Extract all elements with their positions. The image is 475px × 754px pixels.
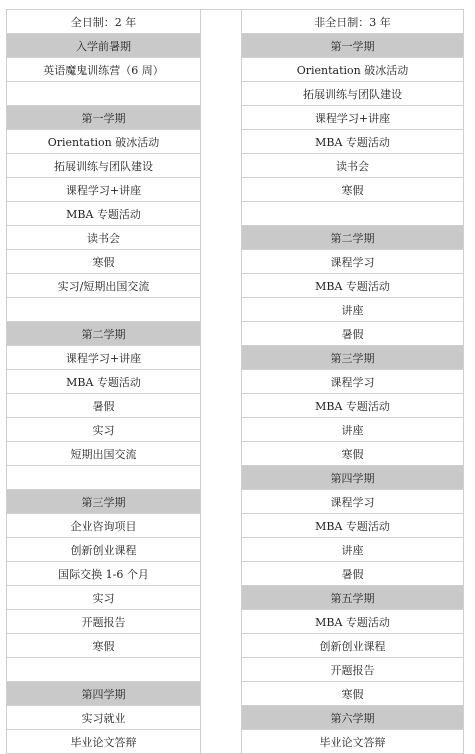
part-time-item: MBA 专题活动 <box>242 130 464 154</box>
part-time-term-header: 第五学期 <box>242 586 464 610</box>
column-gap <box>201 346 242 370</box>
table-row <box>7 658 464 682</box>
part-time-item: 寒假 <box>242 178 464 202</box>
table-row <box>7 298 464 322</box>
part-time-item: 毕业论文答辩 <box>242 730 464 754</box>
column-gap <box>201 202 242 226</box>
column-gap <box>201 442 242 466</box>
full-time-item: 暑假 <box>7 394 201 418</box>
table-row <box>7 442 464 466</box>
full-time-item: 开题报告 <box>7 610 201 634</box>
column-gap <box>201 10 242 34</box>
table-row <box>7 610 464 634</box>
table-row <box>7 34 464 58</box>
part-time-item: 寒假 <box>242 682 464 706</box>
column-gap <box>201 226 242 250</box>
full-time-column-title: 全日制：2 年 <box>7 10 201 34</box>
part-time-term-header: 第二学期 <box>242 226 464 250</box>
full-time-item: 寒假 <box>7 250 201 274</box>
column-gap <box>201 370 242 394</box>
table-row <box>7 418 464 442</box>
table-row <box>7 730 464 754</box>
part-time-item: Orientation 破冰活动 <box>242 58 464 82</box>
column-gap <box>201 82 242 106</box>
table-row <box>7 490 464 514</box>
column-gap <box>201 178 242 202</box>
table-row <box>7 226 464 250</box>
full-time-item: 实习 <box>7 586 201 610</box>
column-gap <box>201 298 242 322</box>
column-gap <box>201 682 242 706</box>
full-time-item: 创新创业课程 <box>7 538 201 562</box>
table-row <box>7 394 464 418</box>
table-row <box>7 634 464 658</box>
table-row <box>7 58 464 82</box>
column-gap <box>201 418 242 442</box>
column-gap <box>201 610 242 634</box>
column-gap <box>201 490 242 514</box>
full-time-item <box>7 466 201 490</box>
part-time-item: MBA 专题活动 <box>242 514 464 538</box>
column-gap <box>201 250 242 274</box>
part-time-item: 课程学习 <box>242 250 464 274</box>
part-time-term-header: 第四学期 <box>242 466 464 490</box>
table-row <box>7 562 464 586</box>
column-gap <box>201 730 242 754</box>
table-row <box>7 538 464 562</box>
part-time-item: 暑假 <box>242 562 464 586</box>
column-gap <box>201 658 242 682</box>
table-row <box>7 466 464 490</box>
part-time-item: MBA 专题活动 <box>242 610 464 634</box>
part-time-term-header: 第一学期 <box>242 34 464 58</box>
part-time-item: 拓展训练与团队建设 <box>242 82 464 106</box>
column-gap <box>201 274 242 298</box>
full-time-term-header: 入学前暑期 <box>7 34 201 58</box>
part-time-item: 开题报告 <box>242 658 464 682</box>
table-row <box>7 586 464 610</box>
schedule-table-body <box>7 10 464 754</box>
part-time-item: 寒假 <box>242 442 464 466</box>
full-time-item: Orientation 破冰活动 <box>7 130 201 154</box>
table-row <box>7 154 464 178</box>
table-row <box>7 250 464 274</box>
table-row <box>7 346 464 370</box>
table-row <box>7 106 464 130</box>
full-time-item <box>7 298 201 322</box>
full-time-term-header: 第四学期 <box>7 682 201 706</box>
full-time-item: 课程学习+讲座 <box>7 178 201 202</box>
column-gap <box>201 34 242 58</box>
part-time-item: 读书会 <box>242 154 464 178</box>
table-row <box>7 274 464 298</box>
full-time-item: 企业咨询项目 <box>7 514 201 538</box>
column-gap <box>201 538 242 562</box>
full-time-item: 毕业论文答辩 <box>7 730 201 754</box>
part-time-item: 暑假 <box>242 322 464 346</box>
table-row <box>7 370 464 394</box>
table-row <box>7 202 464 226</box>
part-time-item: 课程学习 <box>242 490 464 514</box>
column-gap <box>201 130 242 154</box>
table-row <box>7 130 464 154</box>
full-time-item: 课程学习+讲座 <box>7 346 201 370</box>
table-row <box>7 682 464 706</box>
column-gap <box>201 322 242 346</box>
column-gap <box>201 58 242 82</box>
full-time-term-header: 第一学期 <box>7 106 201 130</box>
part-time-item <box>242 202 464 226</box>
part-time-term-header: 第三学期 <box>242 346 464 370</box>
part-time-column-title: 非全日制：3 年 <box>242 10 464 34</box>
full-time-item: 短期出国交流 <box>7 442 201 466</box>
column-gap <box>201 514 242 538</box>
table-row <box>7 82 464 106</box>
part-time-item: 讲座 <box>242 298 464 322</box>
table-row <box>7 706 464 730</box>
part-time-item: 讲座 <box>242 538 464 562</box>
part-time-item: 创新创业课程 <box>242 634 464 658</box>
part-time-item: 课程学习 <box>242 370 464 394</box>
full-time-item: MBA 专题活动 <box>7 370 201 394</box>
full-time-item <box>7 658 201 682</box>
full-time-item: MBA 专题活动 <box>7 202 201 226</box>
full-time-item: 国际交换 1-6 个月 <box>7 562 201 586</box>
full-time-term-header: 第二学期 <box>7 322 201 346</box>
table-row <box>7 178 464 202</box>
part-time-item: MBA 专题活动 <box>242 394 464 418</box>
column-gap <box>201 466 242 490</box>
part-time-term-header: 第六学期 <box>242 706 464 730</box>
full-time-item: 实习/短期出国交流 <box>7 274 201 298</box>
part-time-item: 课程学习+讲座 <box>242 106 464 130</box>
table-row <box>7 514 464 538</box>
column-gap <box>201 634 242 658</box>
full-time-item: 读书会 <box>7 226 201 250</box>
full-time-item: 实习 <box>7 418 201 442</box>
column-gap <box>201 394 242 418</box>
part-time-item: MBA 专题活动 <box>242 274 464 298</box>
full-time-item: 实习就业 <box>7 706 201 730</box>
table-header-row <box>7 10 464 34</box>
full-time-item: 寒假 <box>7 634 201 658</box>
program-schedule-table <box>6 9 464 754</box>
column-gap <box>201 562 242 586</box>
column-gap <box>201 706 242 730</box>
table-row <box>7 322 464 346</box>
column-gap <box>201 154 242 178</box>
column-gap <box>201 586 242 610</box>
full-time-item: 拓展训练与团队建设 <box>7 154 201 178</box>
part-time-item: 讲座 <box>242 418 464 442</box>
column-gap <box>201 106 242 130</box>
full-time-item <box>7 82 201 106</box>
full-time-term-header: 第三学期 <box>7 490 201 514</box>
full-time-item: 英语魔鬼训练营（6 周） <box>7 58 201 82</box>
